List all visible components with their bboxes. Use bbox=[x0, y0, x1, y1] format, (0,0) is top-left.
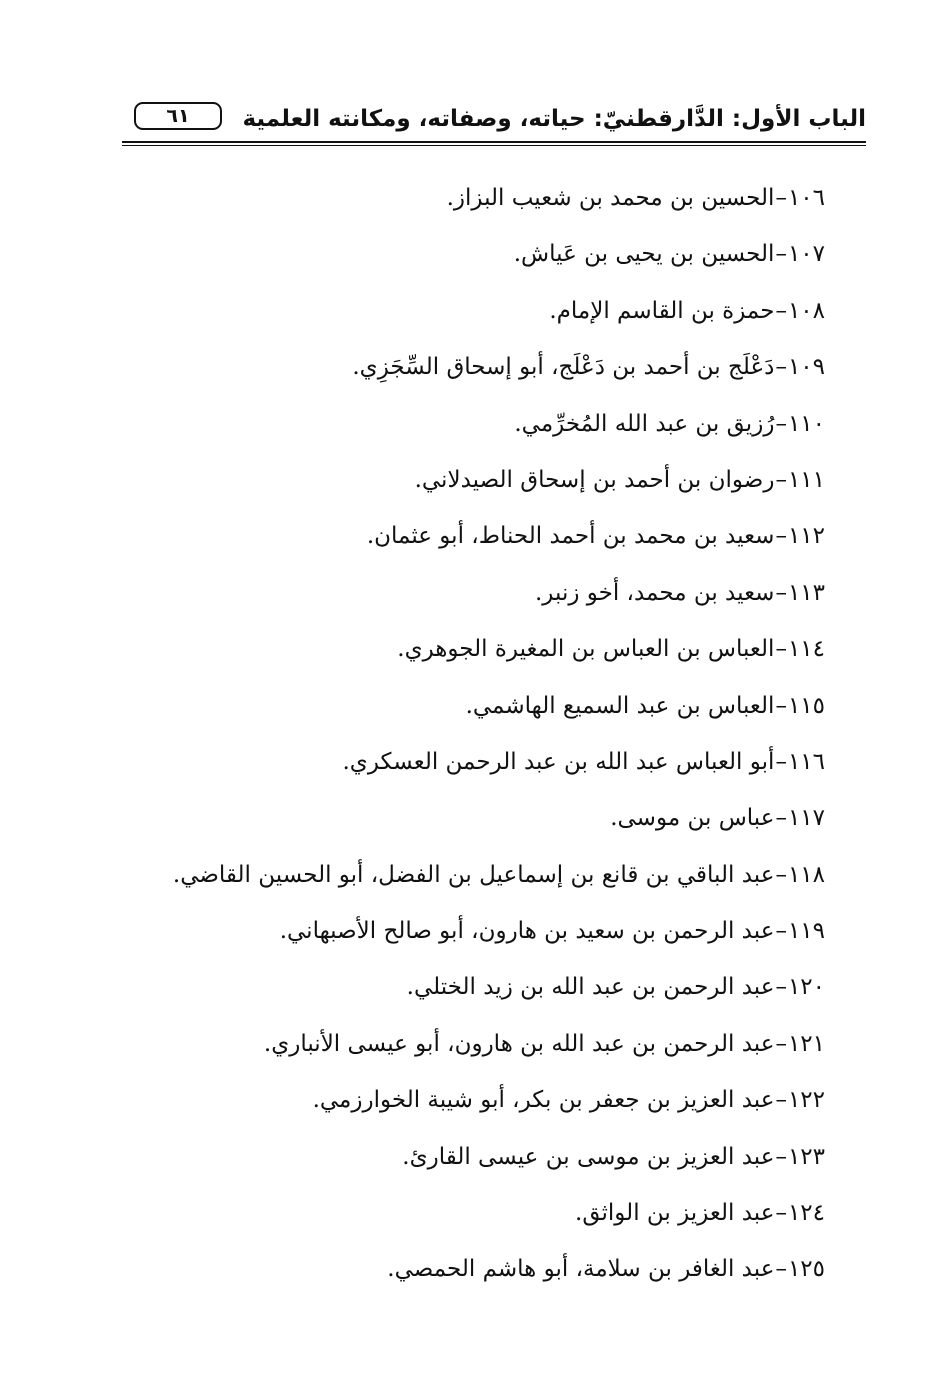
entry-dash: – bbox=[775, 354, 787, 381]
entry-number: ١٢١ bbox=[787, 1030, 825, 1057]
entry-number: ١٢٤ bbox=[787, 1200, 825, 1227]
list-item bbox=[105, 339, 825, 395]
list-item bbox=[105, 170, 825, 226]
list-item bbox=[105, 1072, 825, 1128]
entry-text: العباس بن عبد السميع الهاشمي. bbox=[465, 692, 775, 719]
entry-text: سعيد بن محمد بن أحمد الحناط، أبو عثمان. bbox=[366, 523, 775, 550]
entry-text: الحسين بن محمد بن شعيب البزاز. bbox=[446, 185, 775, 211]
entry-dash: – bbox=[775, 466, 787, 493]
entry-text: عبد العزيز بن جعفر بن بكر، أبو شيبة الخوارزمي. bbox=[312, 1087, 775, 1114]
header-rule bbox=[122, 141, 866, 146]
entry-text: الحسين بن يحيى بن عَياش. bbox=[513, 241, 775, 268]
entry-number: ١٠٨ bbox=[787, 297, 825, 324]
list-item bbox=[105, 903, 825, 959]
running-header bbox=[122, 96, 866, 144]
entry-dash: – bbox=[775, 410, 787, 437]
entry-text: رُزيق بن عبد الله المُخرِّمي. bbox=[514, 410, 775, 437]
entry-text: عبد الرحمن بن سعيد بن هارون، أبو صالح الأصبهاني. bbox=[279, 918, 775, 945]
list-item bbox=[105, 959, 825, 1015]
entry-dash: – bbox=[775, 805, 787, 832]
entry-dash: – bbox=[775, 1087, 787, 1114]
entry-dash: – bbox=[775, 241, 787, 268]
entry-text: سعيد بن محمد، أخو زنبر. bbox=[535, 579, 775, 606]
entry-number: ١١٥ bbox=[787, 692, 825, 719]
list-item bbox=[105, 1016, 825, 1072]
entry-dash: – bbox=[775, 748, 787, 775]
entry-dash: – bbox=[775, 523, 787, 550]
entry-text: العباس بن العباس بن المغيرة الجوهري. bbox=[397, 636, 775, 663]
entry-number: ١١٤ bbox=[787, 636, 825, 663]
list-item bbox=[105, 452, 825, 508]
list-item bbox=[105, 1185, 825, 1241]
entry-dash: – bbox=[775, 918, 787, 945]
entry-dash: – bbox=[775, 579, 787, 606]
entry-text: عباس بن موسى. bbox=[610, 805, 775, 832]
list-item bbox=[105, 565, 825, 621]
entry-text: حمزة بن القاسم الإمام. bbox=[549, 297, 775, 324]
entry-text: أبو العباس عبد الله بن عبد الرحمن العسكري. bbox=[342, 748, 775, 775]
list-item bbox=[105, 508, 825, 564]
chapter-title: الباب الأول: الدَّارقطنيّ: حياته، وصفاته، ومكانته العلمية bbox=[242, 106, 866, 132]
list-item bbox=[105, 283, 825, 339]
entry-number: ١١٢ bbox=[787, 523, 825, 550]
entry-number: ١١٧ bbox=[787, 805, 825, 832]
entry-number: ١١٦ bbox=[787, 748, 825, 775]
list-item bbox=[105, 1241, 825, 1297]
entry-number: ١١٣ bbox=[787, 579, 825, 606]
entry-dash: – bbox=[775, 636, 787, 663]
entry-text: عبد الرحمن بن عبد الله بن زيد الختلي. bbox=[406, 974, 775, 1001]
entry-dash: – bbox=[775, 692, 787, 719]
entry-number: ١٢٢ bbox=[787, 1087, 825, 1114]
list-item bbox=[105, 847, 825, 903]
list-item bbox=[105, 734, 825, 790]
list-item bbox=[105, 396, 825, 452]
entry-text: دَعْلَج بن أحمد بن دَعْلَج، أبو إسحاق السِّجَزِي. bbox=[352, 354, 775, 381]
entry-number: ١١٠ bbox=[787, 410, 825, 437]
entry-text: عبد الغافر بن سلامة، أبو هاشم الحمصي. bbox=[387, 1256, 775, 1283]
list-item bbox=[105, 621, 825, 677]
page-number: ٦١ bbox=[134, 102, 222, 130]
narrator-list bbox=[105, 170, 825, 1298]
entry-dash: – bbox=[775, 861, 787, 888]
entry-number: ١٠٧ bbox=[787, 241, 825, 268]
entry-number: ١٢٥ bbox=[787, 1256, 825, 1283]
entry-dash: – bbox=[775, 297, 787, 324]
entry-number: ١٠٦ bbox=[787, 185, 825, 211]
entry-text: رضوان بن أحمد بن إسحاق الصيدلاني. bbox=[414, 466, 775, 493]
list-item bbox=[105, 226, 825, 282]
entry-dash: – bbox=[775, 1143, 787, 1170]
list-item bbox=[105, 678, 825, 734]
entry-number: ١٢٠ bbox=[787, 974, 825, 1001]
entry-dash: – bbox=[775, 1256, 787, 1283]
entry-text: عبد الرحمن بن عبد الله بن هارون، أبو عيسى الأنباري. bbox=[263, 1030, 775, 1057]
entry-dash: – bbox=[775, 1200, 787, 1227]
entry-number: ١١٨ bbox=[787, 861, 825, 888]
entry-number: ١٠٩ bbox=[787, 354, 825, 381]
entry-dash: – bbox=[775, 974, 787, 1001]
entry-number: ١١٩ bbox=[787, 918, 825, 945]
entry-dash: – bbox=[775, 185, 787, 211]
entry-text: عبد العزيز بن الواثق. bbox=[575, 1200, 775, 1227]
entry-text: عبد العزيز بن موسى بن عيسى القارئ. bbox=[402, 1143, 775, 1170]
list-item bbox=[105, 790, 825, 846]
entry-dash: – bbox=[775, 1030, 787, 1057]
entry-text: عبد الباقي بن قانع بن إسماعيل بن الفضل، أبو الحسين القاضي. bbox=[172, 861, 775, 888]
list-item bbox=[105, 1129, 825, 1185]
entry-number: ١١١ bbox=[787, 466, 825, 493]
entry-number: ١٢٣ bbox=[787, 1143, 825, 1170]
